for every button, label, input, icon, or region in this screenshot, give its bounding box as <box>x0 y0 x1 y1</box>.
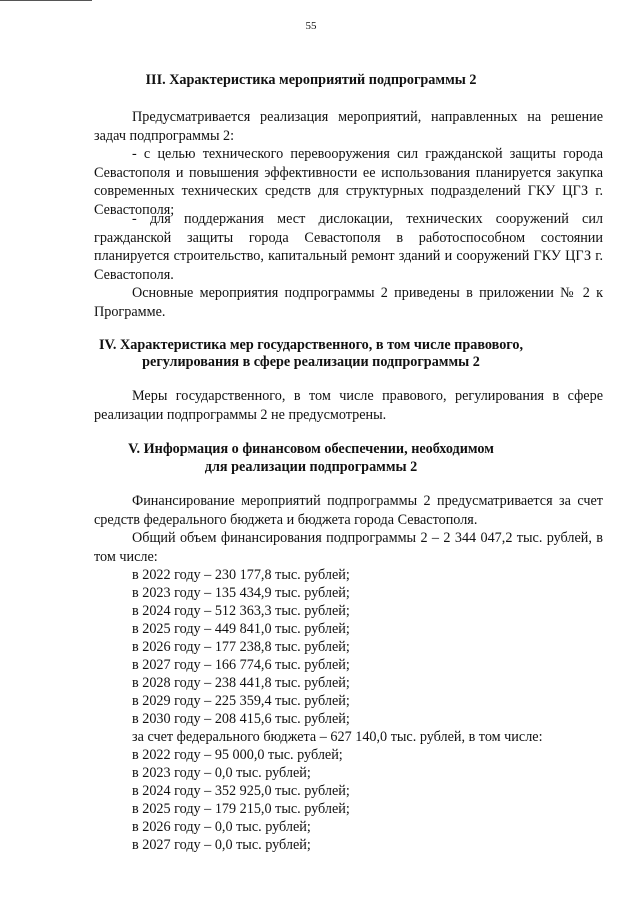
section3-title: III. Характеристика мероприятий подпрограммы 2 <box>145 72 477 88</box>
section3-paragraph-3: - для поддержания мест дислокации, технических сооружений сил гражданской защиты города Севастополя в работоспособном состоянии планируется строительство, капитальный ремонт зданий и сооружений ГКУ ЦГЗ г. Севастополя. <box>94 211 603 283</box>
total-year-line: в 2026 году – 177 238,8 тыс. рублей; <box>132 639 350 655</box>
total-year-line: в 2025 году – 449 841,0 тыс. рублей; <box>132 621 350 637</box>
total-year-line: в 2022 году – 230 177,8 тыс. рублей; <box>132 567 350 583</box>
section3-paragraph-1: Предусматривается реализация мероприятий, направленных на решение задач подпрограммы 2: <box>94 109 603 144</box>
federal-year-line: в 2024 году – 352 925,0 тыс. рублей; <box>132 783 350 799</box>
federal-year-line: в 2026 году – 0,0 тыс. рублей; <box>132 819 311 835</box>
federal-year-line: в 2027 году – 0,0 тыс. рублей; <box>132 837 311 853</box>
section5-title-line-1: V. Информация о финансовом обеспечении, необходимом <box>128 441 494 457</box>
section5-paragraph-2: Общий объем финансирования подпрограммы 2 – 2 344 047,2 тыс. рублей, в том числе: <box>94 530 603 565</box>
total-year-line: в 2028 году – 238 441,8 тыс. рублей; <box>132 675 350 691</box>
section4-title-line-1: IV. Характеристика мер государственного, в том числе правового, <box>98 337 524 353</box>
federal-year-line: в 2022 году – 95 000,0 тыс. рублей; <box>132 747 343 763</box>
section3-paragraph-4: Основные мероприятия подпрограммы 2 приведены в приложении № 2 к Программе. <box>94 285 603 320</box>
section5-title-line-2: для реализации подпрограммы 2 <box>204 459 418 475</box>
scan-edge-mark <box>0 0 92 1</box>
total-year-line: в 2024 году – 512 363,3 тыс. рублей; <box>132 603 350 619</box>
federal-year-line: в 2023 году – 0,0 тыс. рублей; <box>132 765 311 781</box>
section5-paragraph-1: Финансирование мероприятий подпрограммы 2 предусматривается за счет средств федерального бюджета и бюджета города Севастополя. <box>94 493 603 528</box>
total-year-line: в 2027 году – 166 774,6 тыс. рублей; <box>132 657 350 673</box>
section3-paragraph-2: - с целью технического перевооружения сил гражданской защиты города Севастополя и повышения эффективности ее использования планируется закупка современных технических средств для структурных подразделений ГКУ ЦГЗ г. Севастополя; <box>94 146 603 218</box>
section4-title-line-2: регулирования в сфере реализации подпрограммы 2 <box>142 354 480 370</box>
total-year-line: в 2030 году – 208 415,6 тыс. рублей; <box>132 711 350 727</box>
federal-budget-intro: за счет федерального бюджета – 627 140,0 тыс. рублей, в том числе: <box>132 729 543 745</box>
total-year-line: в 2023 году – 135 434,9 тыс. рублей; <box>132 585 350 601</box>
section4-paragraph-1: Меры государственного, в том числе правового, регулирования в сфере реализации подпрограммы 2 не предусмотрены. <box>94 388 603 423</box>
total-year-line: в 2029 году – 225 359,4 тыс. рублей; <box>132 693 350 709</box>
page-number: 55 <box>305 20 317 32</box>
federal-year-line: в 2025 году – 179 215,0 тыс. рублей; <box>132 801 350 817</box>
